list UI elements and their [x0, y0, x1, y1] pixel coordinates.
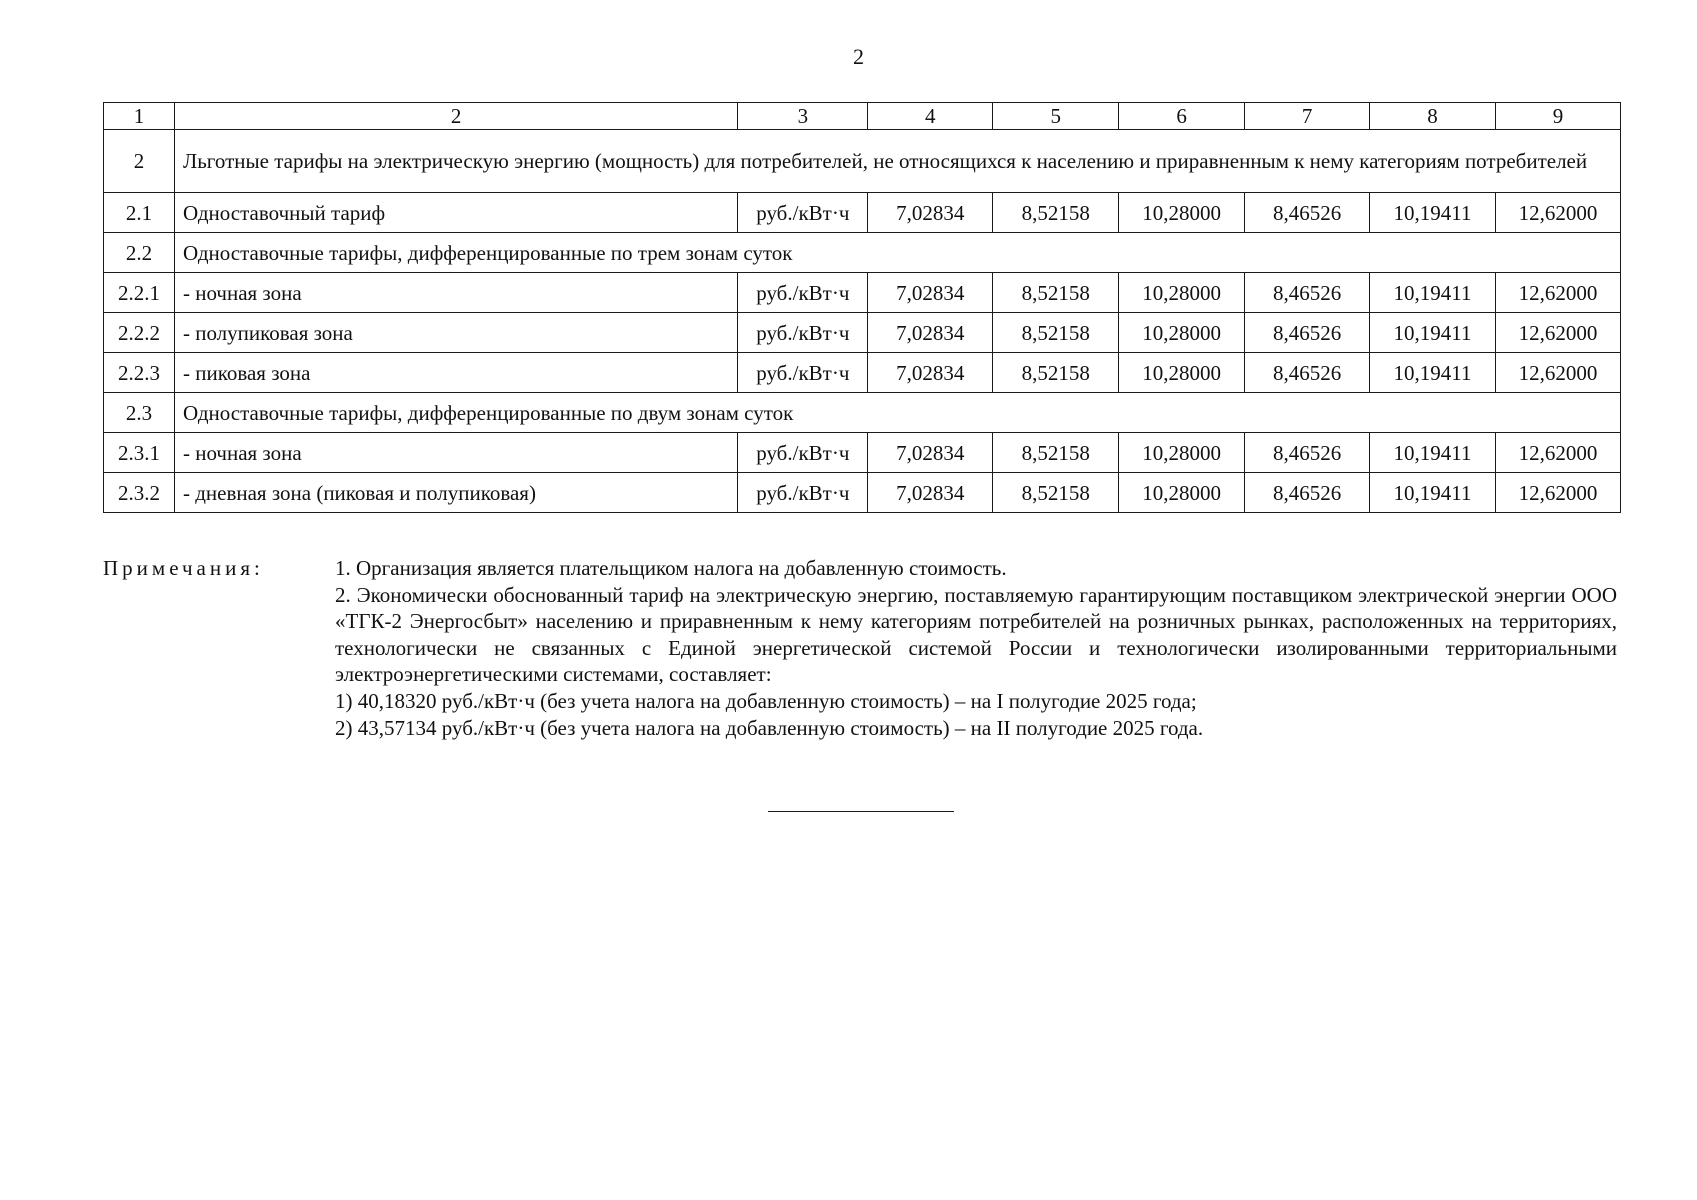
note-1: 1. Организация является плательщиком налога на добавленную стоимость. [335, 556, 1007, 580]
row-description: - ночная зона [174, 273, 737, 313]
tariff-value: 10,28000 [1119, 193, 1245, 233]
table-row [104, 353, 1621, 393]
column-number: 2 [174, 103, 737, 130]
tariff-value: 10,19411 [1370, 433, 1496, 473]
column-number: 6 [1119, 103, 1245, 130]
tariff-value: 8,52158 [993, 433, 1119, 473]
tariff-value: 8,46526 [1245, 473, 1370, 513]
row-description: - ночная зона [174, 433, 737, 473]
column-number: 3 [738, 103, 868, 130]
row-unit: руб./кВт·ч [738, 433, 868, 473]
tariff-table [103, 102, 1621, 513]
column-number: 1 [104, 103, 175, 130]
note-2-item-1: 1) 40,18320 руб./кВт·ч (без учета налога на добавленную стоимость) – на I полугодие 2025 года; [335, 688, 1197, 713]
table-row [104, 273, 1621, 313]
tariff-value: 8,46526 [1245, 273, 1370, 313]
row-unit: руб./кВт·ч [738, 313, 868, 353]
tariff-value: 10,28000 [1119, 473, 1245, 513]
row-unit: руб./кВт·ч [738, 473, 868, 513]
section-title: Льготные тарифы на электрическую энергию (мощность) для потребителей, не относящихся к населению и приравненным к нему категориям потребителей [174, 130, 1620, 193]
tariff-value: 8,46526 [1245, 193, 1370, 233]
column-number: 7 [1245, 103, 1370, 130]
table-row [104, 193, 1621, 233]
notes-label: Примечания: [103, 556, 264, 580]
row-number: 2.3.2 [104, 473, 175, 513]
tariff-value: 7,02834 [868, 353, 993, 393]
note-2-item-2: 2) 43,57134 руб./кВт·ч (без учета налога на добавленную стоимость) – на II полугодие 2025 года. [335, 715, 1204, 740]
row-number: 2.2 [104, 233, 175, 273]
tariff-value: 8,52158 [993, 353, 1119, 393]
note-2: 2. Экономически обоснованный тариф на электрическую энергию, поставляемую гарантирующим поставщиком электрической энергии ООО «ТГК-2 Энергосбыт» населению и приравненным к нему категориям потребителей на розничных рынках, расположенных на территориях, технологически не связанных с Единой энергетической системой России и технологически изолированными территориальными электроэнергетическими системами, составляет: [335, 582, 1617, 687]
tariff-value: 10,28000 [1119, 353, 1245, 393]
row-description: - дневная зона (пиковая и полупиковая) [174, 473, 737, 513]
tariff-value: 8,52158 [993, 473, 1119, 513]
tariff-value: 10,19411 [1370, 473, 1496, 513]
tariff-value: 12,62000 [1496, 473, 1621, 513]
tariff-value: 8,52158 [993, 313, 1119, 353]
section-title: Одноставочные тарифы, дифференцированные по трем зонам суток [174, 233, 1620, 273]
row-description: - полупиковая зона [174, 313, 737, 353]
row-number: 2.1 [104, 193, 175, 233]
table-row [104, 433, 1621, 473]
table-row [104, 313, 1621, 353]
tariff-value: 10,28000 [1119, 273, 1245, 313]
tariff-value: 10,28000 [1119, 313, 1245, 353]
tariff-value: 10,19411 [1370, 313, 1496, 353]
tariff-value: 8,46526 [1245, 433, 1370, 473]
column-number: 4 [868, 103, 993, 130]
section-title: Одноставочные тарифы, дифференцированные по двум зонам суток [174, 393, 1620, 433]
tariff-value: 7,02834 [868, 313, 993, 353]
notes-body [335, 555, 1617, 741]
tariff-value: 7,02834 [868, 273, 993, 313]
row-description: - пиковая зона [174, 353, 737, 393]
row-number: 2 [104, 130, 175, 193]
tariff-value: 12,62000 [1496, 313, 1621, 353]
tariff-value: 8,52158 [993, 193, 1119, 233]
row-number: 2.2.2 [104, 313, 175, 353]
tariff-value: 8,46526 [1245, 353, 1370, 393]
table-row [104, 473, 1621, 513]
column-number-header-row [104, 103, 1621, 130]
tariff-value: 12,62000 [1496, 193, 1621, 233]
page-number: 2 [853, 44, 864, 69]
tariff-value: 12,62000 [1496, 433, 1621, 473]
tariff-value: 12,62000 [1496, 273, 1621, 313]
tariff-value: 8,52158 [993, 273, 1119, 313]
table-section-row [104, 130, 1621, 193]
end-divider-line [768, 811, 954, 812]
table-section-row [104, 393, 1621, 433]
row-number: 2.3 [104, 393, 175, 433]
tariff-value: 10,19411 [1370, 193, 1496, 233]
row-unit: руб./кВт·ч [738, 273, 868, 313]
column-number: 8 [1370, 103, 1496, 130]
column-number: 9 [1496, 103, 1621, 130]
table-section-row [104, 233, 1621, 273]
row-number: 2.3.1 [104, 433, 175, 473]
tariff-value: 12,62000 [1496, 353, 1621, 393]
tariff-value: 8,46526 [1245, 313, 1370, 353]
tariff-value: 10,19411 [1370, 353, 1496, 393]
row-number: 2.2.1 [104, 273, 175, 313]
column-number: 5 [993, 103, 1119, 130]
row-unit: руб./кВт·ч [738, 353, 868, 393]
row-description: Одноставочный тариф [174, 193, 737, 233]
tariff-value: 10,28000 [1119, 433, 1245, 473]
tariff-value: 10,19411 [1370, 273, 1496, 313]
tariff-value: 7,02834 [868, 473, 993, 513]
tariff-value: 7,02834 [868, 193, 993, 233]
row-unit: руб./кВт·ч [738, 193, 868, 233]
tariff-value: 7,02834 [868, 433, 993, 473]
row-number: 2.2.3 [104, 353, 175, 393]
